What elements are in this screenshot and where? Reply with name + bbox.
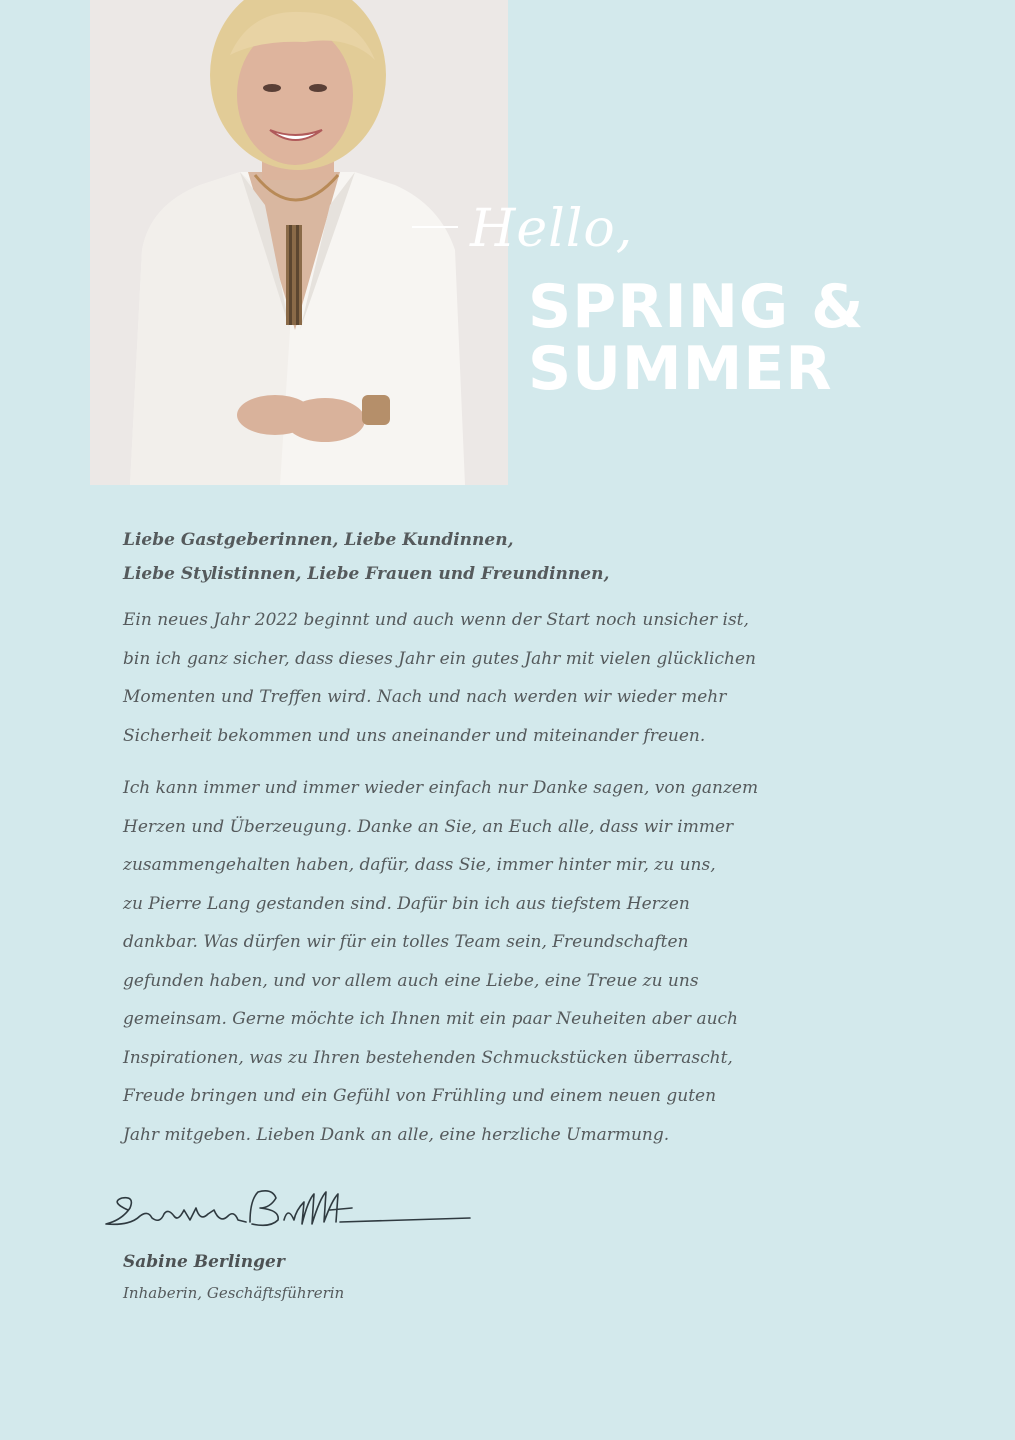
headline-line-1: SPRING & [528,272,865,342]
paragraph-line: bin ich ganz sicher, dass dieses Jahr ein gutes Jahr mit vielen glücklichen [123,648,756,669]
paragraph-line: Momenten und Treffen wird. Nach und nach werden wir wieder mehr [123,687,727,707]
signature-name: Sabine Berlinger [123,1252,285,1272]
headline [412,196,1002,404]
paragraph-line: dankbar. Was dürfen wir für ein tolles Team sein, Freundschaften [123,932,689,952]
greeting-line: Liebe Gastgeberinnen, Liebe Kundinnen, [123,530,514,550]
paragraph-line: zu Pierre Lang gestanden sind. Dafür bin ich aus tiefstem Herzen [123,893,690,914]
hello-text: Hello, [470,199,634,259]
paragraph-line: Herzen und Überzeugung. Danke an Sie, an Euch alle, dass wir immer [123,816,734,837]
headline-line-2: SUMMER [528,334,833,404]
paragraph-line: zusammengehalten haben, dafür, dass Sie, immer hinter mir, zu uns, [123,855,716,875]
greeting-line: Liebe Stylistinnen, Liebe Frauen und Freundinnen, [123,564,610,584]
headline-season [528,272,865,404]
paragraph-line: Inspirationen, was zu Ihren bestehenden Schmuckstücken überrascht, [123,1047,733,1068]
dash-line [412,226,458,228]
paragraph-line: gefunden haben, und vor allem auch eine Liebe, eine Treue zu uns [123,970,699,991]
paragraph-line: Freude bringen und ein Gefühl von Frühling und einem neuen guten [123,1086,717,1106]
paragraph-line: Sicherheit bekommen und uns aneinander und miteinander freuen. [123,725,706,746]
signature-role: Inhaberin, Geschäftsführerin [123,1284,345,1302]
paragraph-line: Jahr mitgeben. Lieben Dank an alle, eine herzliche Umarmung. [123,1124,670,1145]
letter-body [123,523,853,1168]
paragraph-1 [123,601,853,755]
paragraph-2 [123,769,853,1154]
paragraph-line: gemeinsam. Gerne möchte ich Ihnen mit ein paar Neuheiten aber auch [123,1009,738,1029]
paragraph-line: Ein neues Jahr 2022 beginnt und auch wenn der Start noch unsicher ist, [123,610,749,630]
letter-greeting [123,523,853,591]
paragraph-line: Ich kann immer und immer wieder einfach nur Danke sagen, von ganzem [123,778,759,798]
handwritten-signature [100,1180,480,1240]
headline-hello [412,196,1002,262]
